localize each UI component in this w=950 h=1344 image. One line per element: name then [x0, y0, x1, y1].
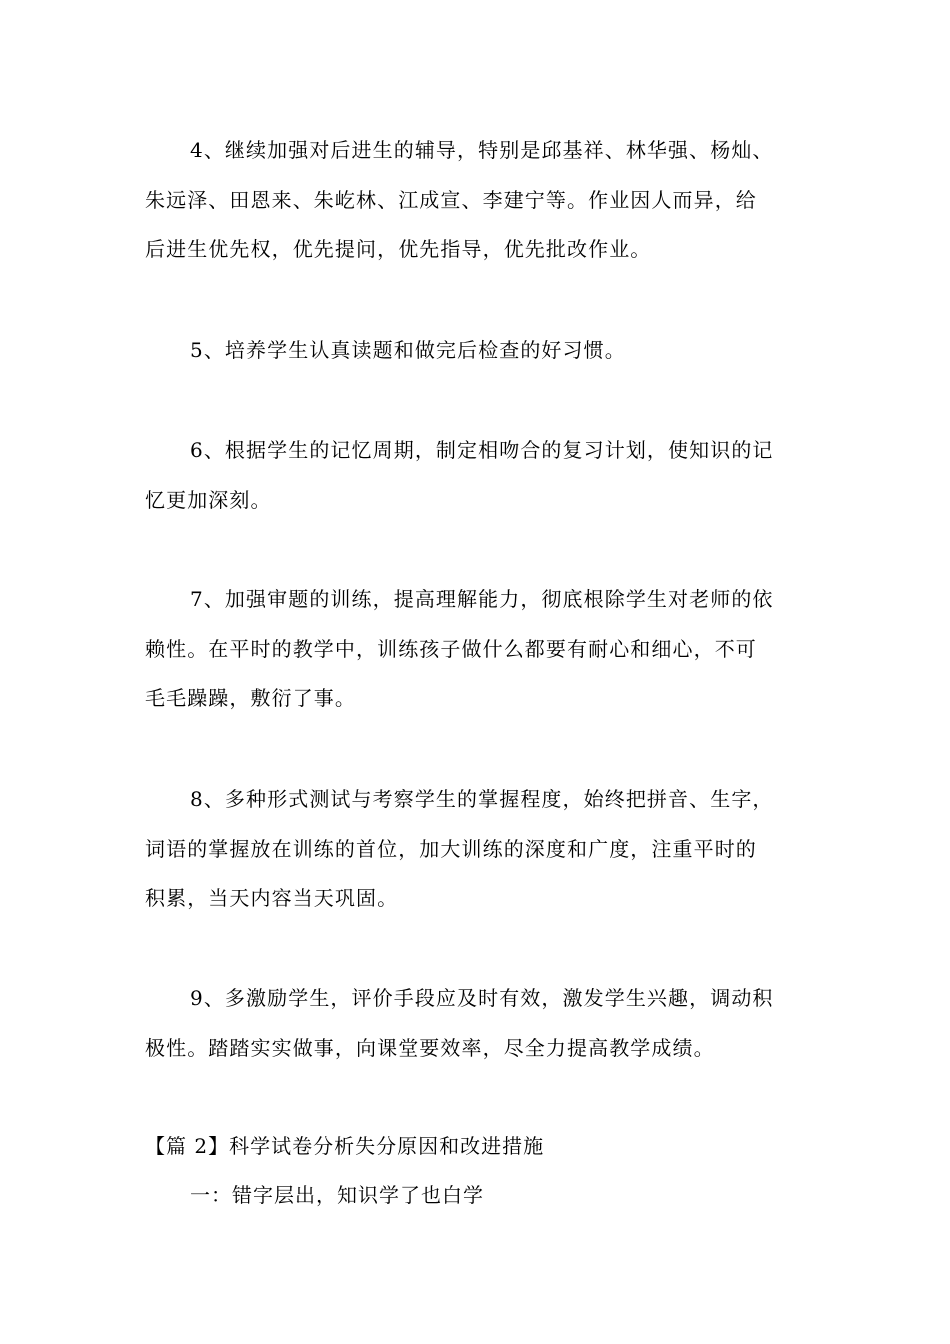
section-heading: 【篇 2】科学试卷分析失分原因和改进措施 — [145, 1134, 545, 1158]
paragraph-item-7 — [145, 575, 810, 724]
paragraph-line: 词语的掌握放在训练的首位，加大训练的深度和广度，注重平时的 — [145, 836, 757, 861]
paragraph-item-4 — [145, 126, 810, 275]
paragraph-line: 赖性。在平时的教学中，训练孩子做什么都要有耐心和细心，不可 — [145, 636, 757, 661]
paragraph-item-5 — [145, 326, 810, 376]
paragraph-line: 后进生优先权，优先提问，优先指导，优先批改作业。 — [145, 237, 652, 261]
paragraph-line: 朱远泽、田恩来、朱屹林、江成宣、李建宁等。作业因人而异，给 — [145, 187, 757, 212]
paragraph-line: 毛毛躁躁，敷衍了事。 — [145, 686, 356, 710]
paragraph-item-9 — [145, 974, 810, 1073]
paragraph-line: 8、多种形式测试与考察学生的掌握程度，始终把拼音、生字， — [190, 787, 774, 811]
paragraph-line: 9、多激励学生，评价手段应及时有效，激发学生兴趣，调动积 — [190, 986, 774, 1010]
paragraph-line: 7、加强审题的训练，提高理解能力，彻底根除学生对老师的依 — [190, 587, 774, 611]
paragraph-line: 积累，当天内容当天巩固。 — [145, 886, 399, 910]
paragraph-line: 忆更加深刻。 — [145, 487, 272, 512]
paragraph-item-8 — [145, 775, 810, 924]
section-subheading: 一：错字层出，知识学了也白学 — [190, 1183, 484, 1207]
paragraph-line: 4、继续加强对后进生的辅导，特别是邱基祥、林华强、杨灿、 — [190, 138, 774, 162]
paragraph-line: 极性。踏踏实实做事，向课堂要效率，尽全力提高教学成绩。 — [145, 1035, 715, 1060]
paragraph-item-6 — [145, 426, 810, 525]
paragraph-line: 5、培养学生认真读题和做完后检查的好习惯。 — [190, 338, 626, 362]
paragraph-line: 6、根据学生的记忆周期，制定相吻合的复习计划，使知识的记 — [190, 438, 774, 462]
